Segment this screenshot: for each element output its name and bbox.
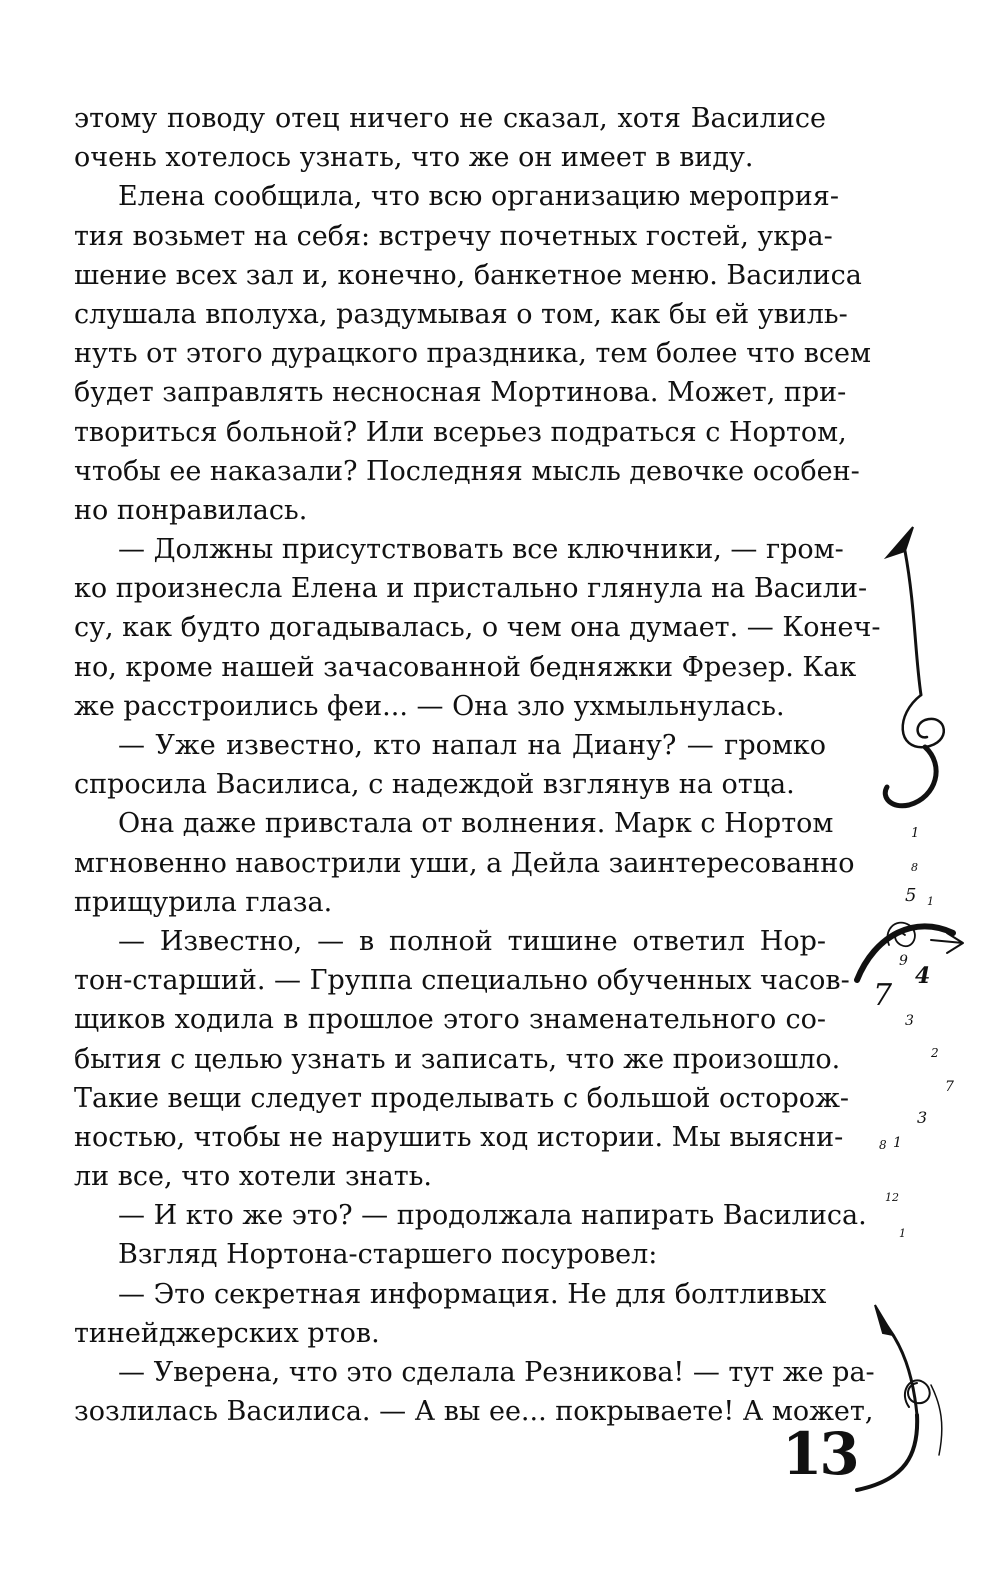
text-line: Взгляд Нортона-старшего посуровел: xyxy=(118,1239,658,1271)
clock-digit: 1 xyxy=(927,895,934,908)
text-line: — Известно, — в полной тишине ответил Нор- xyxy=(118,925,826,957)
body-text xyxy=(74,99,881,1431)
text-line: прищурила глаза. xyxy=(74,886,333,918)
text-line: но понравилась. xyxy=(74,494,308,526)
text-line: этому поводу отец ничего не сказал, хотя Василисе xyxy=(74,103,826,134)
text-line: — И кто же это? — продолжала напирать Василиса. xyxy=(118,1200,867,1232)
text-line: тон-старший. — Группа специально обученных часов- xyxy=(74,965,850,997)
clock-digit: 8 xyxy=(911,861,918,874)
text-line: слушала вполуха, раздумывая о том, как бы ей увиль- xyxy=(74,298,848,330)
clock-digit: 3 xyxy=(917,1108,928,1127)
text-line: щиков ходила в прошлое этого знаменательного со- xyxy=(74,1004,826,1036)
text-line: — Это секретная информация. Не для болтливых xyxy=(118,1278,827,1310)
text-line: — Уже известно, кто напал на Диану? — громко xyxy=(118,730,826,761)
text-line: спросила Василиса, с надеждой взглянув на отца. xyxy=(74,769,795,801)
text-line: ко произнесла Елена и пристально глянула на Васили- xyxy=(74,573,868,605)
clock-digit: 1 xyxy=(911,826,920,841)
text-line: Она даже привстала от волнения. Марк с Нортом xyxy=(118,808,834,840)
clock-digit: 8 xyxy=(879,1138,887,1152)
text-line: Такие вещи следует проделывать с большой осторож- xyxy=(74,1082,850,1114)
text-line: су, как будто догадывалась, о чем она думает. — Конеч- xyxy=(74,612,881,644)
clock-digit: 5 xyxy=(905,885,917,906)
text-line: ностью, чтобы не нарушить ход истории. Мы выясни- xyxy=(74,1121,844,1153)
text-line: чтобы ее наказали? Последняя мысль девочке особен- xyxy=(74,455,860,487)
text-line: мгновенно навострили уши, а Дейла заинтересованно xyxy=(74,847,855,879)
clock-digit: 3 xyxy=(905,1013,914,1029)
clock-digit: 1 xyxy=(893,1135,902,1151)
text-line: тинейджерских ртов. xyxy=(74,1317,380,1349)
clock-digit: 2 xyxy=(931,1046,939,1060)
clock-digit: 12 xyxy=(885,1191,899,1204)
text-line: зозлилась Василиса. — А вы ее... покрываете! А может, xyxy=(74,1396,874,1428)
text-line: — Должны присутствовать все ключники, — гром- xyxy=(118,534,844,566)
text-line: будет заправлять несносная Мортинова. Может, при- xyxy=(74,377,847,409)
page-number: 13 xyxy=(782,1420,857,1488)
text-line: — Уверена, что это сделала Резникова! — тут же ра- xyxy=(118,1357,875,1388)
text-line: твориться больной? Или всерьез подраться с Нортом, xyxy=(74,416,847,448)
text-line: тия возьмет на себя: встречу почетных гостей, укра- xyxy=(74,220,833,252)
text-line: бытия с целью узнать и записать, что же произошло. xyxy=(74,1043,841,1075)
clock-digit: 9 xyxy=(899,953,908,969)
text-line: ли все, что хотели знать. xyxy=(74,1161,432,1193)
text-line: же расстроились феи... — Она зло ухмыльнулась. xyxy=(74,690,785,722)
text-line: Елена сообщила, что всю организацию мероприя- xyxy=(118,181,839,213)
clock-digit: 7 xyxy=(945,1079,954,1095)
text-line: но, кроме нашей зачасованной бедняжки Фрезер. Как xyxy=(74,651,857,683)
clock-digit: 4 xyxy=(915,963,931,989)
clock-hand-flourish-icon xyxy=(835,515,1000,1515)
text-line: очень хотелось узнать, что же он имеет в виду. xyxy=(74,142,754,174)
clock-digit: 7 xyxy=(873,978,893,1013)
text-line: шение всех зал и, конечно, банкетное меню. Василиса xyxy=(74,259,862,291)
text-line: нуть от этого дурацкого праздника, тем более что всем xyxy=(74,338,872,370)
clock-digit: 1 xyxy=(899,1227,906,1240)
